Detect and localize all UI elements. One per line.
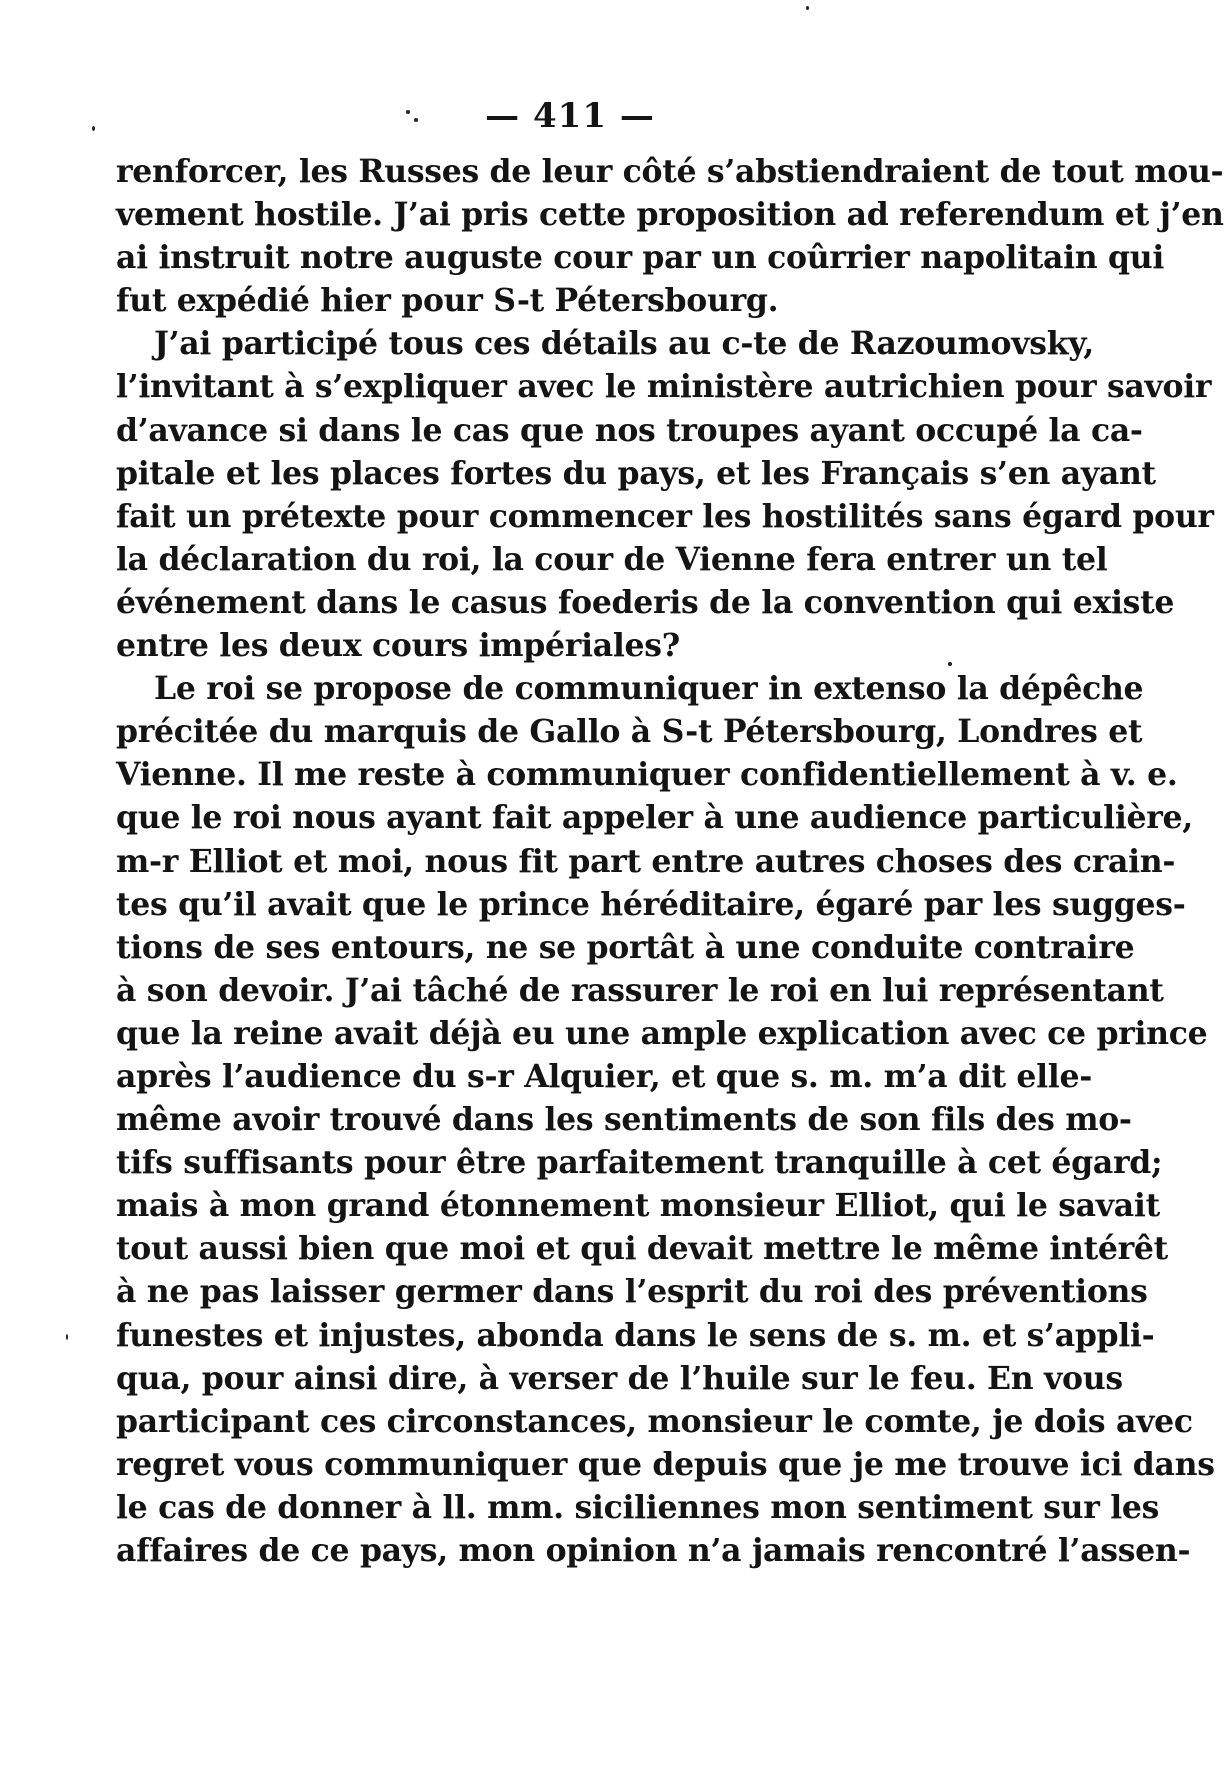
- text-line: regret vous communiquer que depuis que je me trouve ici dans: [116, 1445, 1215, 1483]
- scan-speck: [948, 662, 952, 666]
- text-line: événement dans le casus foederis de la convention qui existe: [116, 583, 1175, 621]
- text-line: renforcer, les Russes de leur côté s’abstiendraient de tout mou-: [116, 153, 1224, 190]
- text-line: funestes et injustes, abonda dans le sens de s. m. et s’appli-: [116, 1316, 1155, 1354]
- text-line: même avoir trouvé dans les sentiments de son fils des mo-: [116, 1101, 1132, 1139]
- scan-speck: [66, 1334, 68, 1340]
- scan-speck: [406, 110, 410, 114]
- body-text: [116, 150, 1224, 1572]
- text-line: pitale et les places fortes du pays, et les Français s’en ayant: [116, 454, 1156, 492]
- text-line: ai instruit notre auguste cour par un coûrrier napolitain qui: [116, 239, 1165, 277]
- text-line: entre les deux cours impériales?: [116, 627, 680, 665]
- text-line: Le roi se propose de communiquer in extenso la dépêche: [154, 670, 1144, 708]
- text-line: vement hostile. J’ai pris cette proposition ad referendum et j’en: [116, 196, 1224, 234]
- scan-speck: [806, 6, 809, 10]
- text-line: tout aussi bien que moi et qui devait mettre le même intérêt: [116, 1230, 1168, 1268]
- text-line: participant ces circonstances, monsieur le comte, je dois avec: [116, 1402, 1193, 1440]
- text-line: précitée du marquis de Gallo à S-t Pétersbourg, Londres et: [116, 713, 1143, 751]
- text-line: d’avance si dans le cas que nos troupes ayant occupé la ca-: [116, 411, 1143, 449]
- text-line: que la reine avait déjà eu une ample explication avec ce prince: [116, 1014, 1208, 1052]
- text-line: qua, pour ainsi dire, à verser de l’huile sur le feu. En vous: [116, 1359, 1123, 1397]
- text-line: mais à mon grand étonnement monsieur Elliot, qui le savait: [116, 1187, 1160, 1225]
- text-line: tifs suffisants pour être parfaitement tranquille à cet égard;: [116, 1144, 1163, 1182]
- text-line: que le roi nous ayant fait appeler à une audience particulière,: [116, 799, 1193, 837]
- scan-speck: [414, 118, 418, 122]
- text-line: tes qu’il avait que le prince héréditaire, égaré par les sugges-: [116, 885, 1186, 923]
- page-number: — 411 —: [485, 96, 655, 136]
- text-line: après l’audience du s-r Alquier, et que s. m. m’a dit elle-: [116, 1057, 1092, 1095]
- text-line: m-r Elliot et moi, nous fit part entre autres choses des crain-: [116, 842, 1176, 880]
- text-line: le cas de donner à ll. mm. siciliennes mon sentiment sur les: [116, 1488, 1160, 1526]
- text-line: la déclaration du roi, la cour de Vienne fera entrer un tel: [116, 540, 1108, 578]
- text-line: à son devoir. J’ai tâché de rassurer le roi en lui représentant: [116, 971, 1164, 1009]
- scan-speck: [92, 126, 95, 131]
- text-line: l’invitant à s’expliquer avec le ministère autrichien pour savoir: [116, 368, 1212, 406]
- text-line: affaires de ce pays, mon opinion n’a jamais rencontré l’assen-: [116, 1532, 1191, 1569]
- text-line: tions de ses entours, ne se portât à une conduite contraire: [116, 928, 1135, 966]
- text-line: fut expédié hier pour S-t Pétersbourg.: [116, 282, 779, 320]
- text-line: fait un prétexte pour commencer les hostilités sans égard pour: [116, 497, 1214, 535]
- text-line: Vienne. Il me reste à communiquer confidentiellement à v. e.: [116, 756, 1178, 794]
- text-line: J’ai participé tous ces détails au c-te de Razoumovsky,: [154, 325, 1094, 363]
- text-line: à ne pas laisser germer dans l’esprit du roi des préventions: [116, 1273, 1148, 1311]
